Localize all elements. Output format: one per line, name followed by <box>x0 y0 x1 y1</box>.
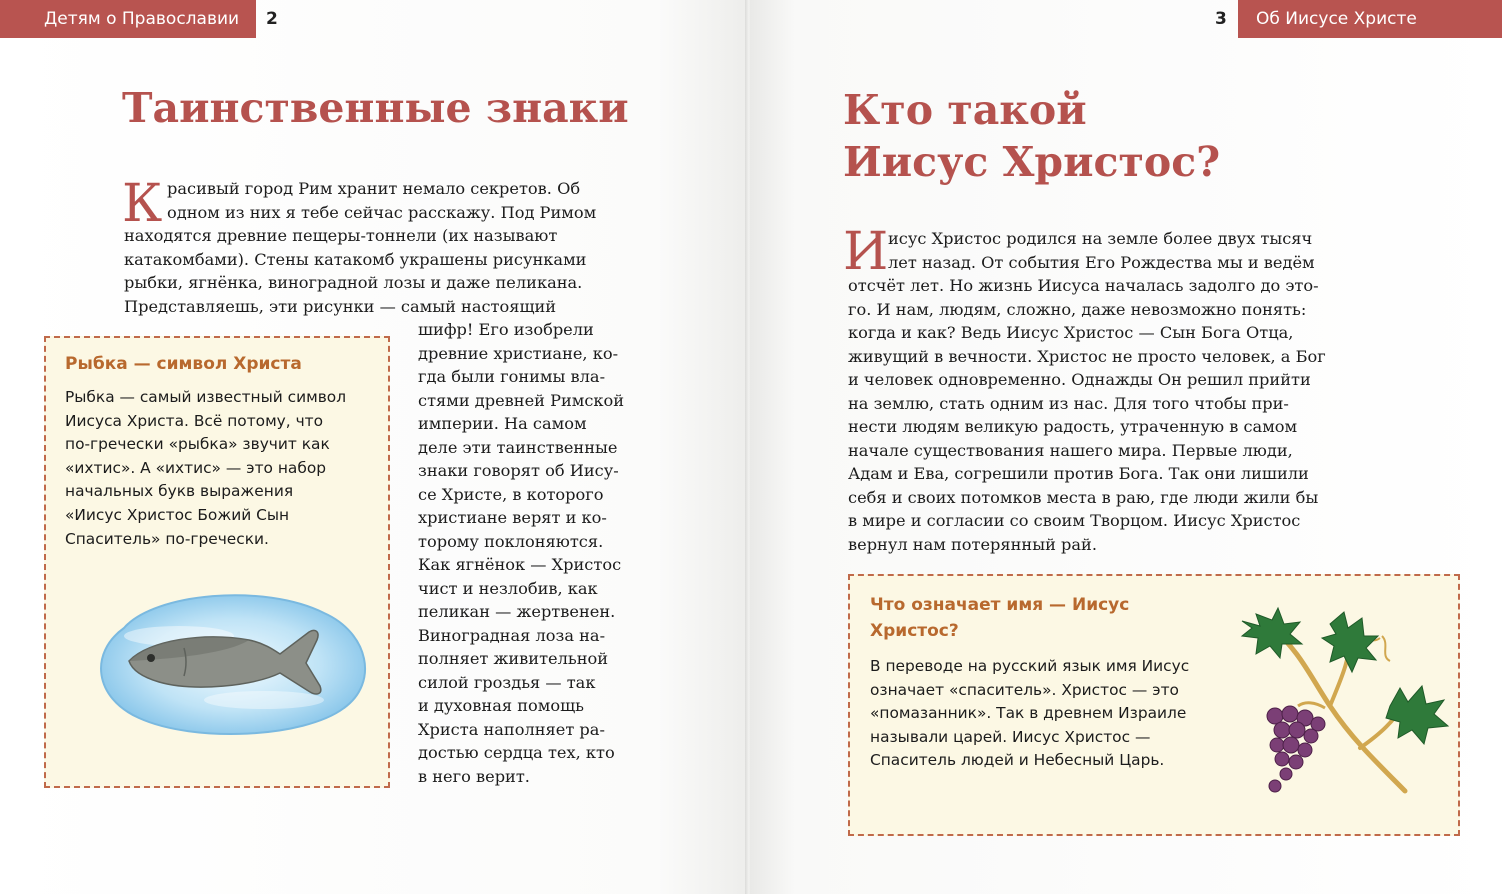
right-text-line: го. И нам, людям, сложно, даже невозможно понять: <box>848 300 1307 319</box>
right-page <box>750 0 1502 894</box>
right-text-line: себя и своих потомков места в раю, где люди жили бы <box>848 488 1319 507</box>
left-drop-cap: К <box>122 174 163 234</box>
right-text-line: нести людям великую радость, утраченную в самом <box>848 417 1298 436</box>
column-line: достью сердца тех, кто <box>418 743 615 762</box>
right-header-band <box>1238 0 1502 38</box>
right-text-line: в мире и согласии со своим Творцом. Иисус Христос <box>848 511 1301 530</box>
right-text-line: живущий в вечности. Христос не просто человек, а Бог <box>848 347 1326 366</box>
name-box-line: называли царей. Иисус Христос — <box>870 727 1151 746</box>
right-text-line: на землю, стать одним из нас. Для того чтобы при- <box>848 394 1289 413</box>
column-line: пеликан — жертвенен. <box>418 602 616 621</box>
left-text-line-1: расивый город Рим хранит немало секретов. Об <box>167 179 581 198</box>
right-text-line: вернул нам потерянный рай. <box>848 535 1097 554</box>
right-text-line: и человек одновременно. Однажды Он решил прийти <box>848 370 1311 389</box>
column-line: гда были гонимы вла- <box>418 367 606 386</box>
fish-box-line: начальных букв выражения <box>65 482 294 501</box>
column-line: древние христиане, ко- <box>418 343 619 363</box>
right-text-line: начале существования нашего мира. Первые люди, <box>848 441 1293 460</box>
fish-box-line: «Иисус Христос Божий Сын <box>65 506 290 524</box>
right-text-line: лет назад. От события Его Рождества мы и ведём <box>888 253 1315 272</box>
column-line: стями древней Римской <box>418 390 625 410</box>
column-line: знаки говорят об Иису- <box>418 461 619 480</box>
column-line: в него верит. <box>418 766 530 786</box>
column-line: Как ягнёнок — Христос <box>418 555 622 574</box>
left-page <box>0 0 748 894</box>
column-line: шифр! Его изобрели <box>418 320 594 339</box>
fish-box-line: Рыбка — самый известный символ <box>65 388 347 406</box>
name-box-line: В переводе на русский язык имя Иисус <box>870 657 1190 675</box>
left-page-number: 2 <box>266 9 278 29</box>
right-page-number: 3 <box>1215 9 1227 29</box>
right-drop-cap: И <box>843 222 889 282</box>
left-text-line-5: рыбки, ягнёнка, виноградной лозы и даже пеликана. <box>124 273 583 292</box>
left-page-title: Таинственные знаки <box>122 84 629 132</box>
column-line: се Христе, в которого <box>418 484 604 504</box>
fish-box-line: Спаситель» по-гречески. <box>65 529 269 548</box>
column-line: чист и незлобив, как <box>418 578 598 598</box>
column-line: Виноградная лоза на- <box>418 625 606 645</box>
column-line: и духовная помощь <box>418 696 584 715</box>
right-header-title: Об Иисусе Христе <box>1256 9 1417 29</box>
right-text-line: когда и как? Ведь Иисус Христос — Сын Бога Отца, <box>848 323 1294 342</box>
left-header-band <box>0 0 256 38</box>
left-text-line-4: катакомбами). Стены катакомб украшены рисунками <box>124 250 587 269</box>
name-meaning-box <box>848 574 1460 836</box>
fish-box-title: Рыбка — символ Христа <box>65 354 302 374</box>
column-line: деле эти таинственные <box>418 437 618 457</box>
fish-box-line: Иисуса Христа. Всё потому, что <box>65 411 324 430</box>
left-text-line-2: одном из них я тебе сейчас расскажу. Под Римом <box>167 203 597 222</box>
column-line: Христа наполняет ра- <box>418 719 605 739</box>
column-line: империи. На самом <box>418 414 587 433</box>
column-line: торому поклоняются. <box>418 531 604 551</box>
right-page-title-line-2: Иисус Христос? <box>843 138 1221 186</box>
column-line: силой гроздья — так <box>418 672 596 692</box>
fish-symbol-box <box>44 336 390 788</box>
left-text-line-3: находятся древние пещеры-тоннели (их называют <box>124 226 558 245</box>
grapevine-icon <box>1230 606 1460 806</box>
column-line: христиане верят и ко- <box>418 508 607 527</box>
right-text-line: отсчёт лет. Но жизнь Иисуса началась задолго до это- <box>848 276 1319 295</box>
right-page-title-line-1: Кто такой <box>843 86 1087 134</box>
fish-box-line: по-гречески «рыбка» звучит как <box>65 435 330 454</box>
right-text-line: Адам и Ева, согрешили против Бога. Так они лишили <box>848 464 1309 483</box>
name-box-title-line-1: Что означает имя — Иисус <box>870 595 1130 615</box>
right-text-line: исус Христос родился на земле более двух тысяч <box>888 229 1313 248</box>
name-box-line: «помазанник». Так в древнем Израиле <box>870 704 1187 723</box>
fish-box-line: «ихтис». А «ихтис» — это набор <box>65 458 327 477</box>
left-text-line-6: Представляешь, эти рисунки — самый настоящий <box>124 297 557 316</box>
column-line: полняет живительной <box>418 649 609 668</box>
name-box-line: означает «спаситель». Христос — это <box>870 680 1179 699</box>
fish-icon <box>84 588 374 738</box>
left-header-title: Детям о Православии <box>44 9 240 29</box>
name-box-line: Спаситель людей и Небесный Царь. <box>870 751 1165 770</box>
name-box-title-line-2: Христос? <box>870 621 959 641</box>
